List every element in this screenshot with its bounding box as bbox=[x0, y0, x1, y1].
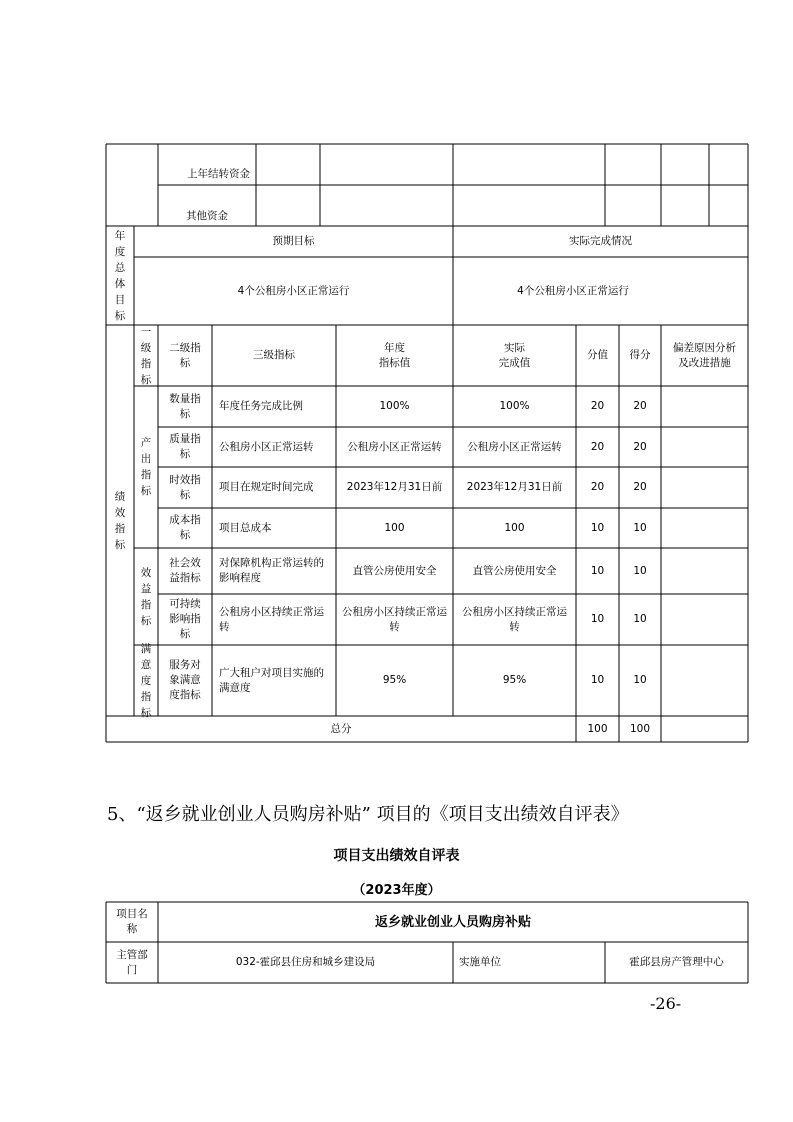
row-score: 10 bbox=[633, 613, 647, 625]
row-score-value: 20 bbox=[590, 440, 605, 453]
total-score: 100 bbox=[629, 722, 651, 735]
row-score-value: 20 bbox=[590, 400, 605, 412]
row-analysis bbox=[661, 594, 748, 645]
row-l2: 时效指标 bbox=[169, 473, 201, 501]
row-analysis bbox=[661, 548, 748, 594]
row-target: 公租房小区正常运转 bbox=[347, 440, 442, 453]
row-score-value: 10 bbox=[590, 521, 605, 534]
row-score: 20 bbox=[633, 481, 647, 493]
row-actual: 100 bbox=[504, 521, 525, 534]
expected-goal-text: 4个公租房小区正常运行 bbox=[237, 284, 350, 297]
row-target: 直管公房使用安全 bbox=[352, 564, 437, 577]
row-actual: 公租房小区持续正常运转 bbox=[462, 605, 567, 633]
row-target: 100% bbox=[379, 400, 410, 412]
row-analysis bbox=[661, 508, 748, 548]
row-target: 公租房小区持续正常运转 bbox=[342, 605, 447, 633]
impl-value: 霍邱县房产管理中心 bbox=[629, 956, 724, 968]
row-score-value: 10 bbox=[590, 564, 605, 577]
row-actual: 95% bbox=[502, 674, 527, 686]
header-level1: 一级指标 bbox=[140, 325, 152, 386]
page-number: -26- bbox=[650, 994, 682, 1013]
group-benefit: 效益指标 bbox=[140, 566, 152, 627]
group-output: 产出指标 bbox=[140, 437, 152, 497]
header-level3: 三级指标 bbox=[253, 349, 295, 361]
row-score: 20 bbox=[633, 400, 647, 412]
row-target: 2023年12月31日前 bbox=[346, 481, 443, 493]
row-actual: 2023年12月31日前 bbox=[466, 481, 563, 493]
expected-goal-header: 预期目标 bbox=[272, 235, 315, 247]
row-score-value: 20 bbox=[590, 481, 605, 493]
row-l2: 可持续影响指标 bbox=[169, 598, 201, 640]
header-score-value: 分值 bbox=[587, 349, 608, 361]
row-score-value: 10 bbox=[590, 613, 605, 625]
performance-indicators-label: 绩效指标 bbox=[114, 490, 126, 551]
fund-carryover-label: 上年结转资金 bbox=[187, 168, 250, 180]
dept-value: 032-霍邱县住房和城乡建设局 bbox=[235, 956, 376, 968]
header-analysis: 偏差原因分析 及改进措施 bbox=[673, 341, 736, 369]
row-analysis bbox=[661, 427, 748, 467]
header-target: 年度 指标值 bbox=[378, 341, 411, 369]
table2-year: （2023年度） bbox=[352, 883, 441, 898]
project-name: 返乡就业创业人员购房补贴 bbox=[374, 914, 531, 930]
row-score: 10 bbox=[633, 521, 647, 534]
row-analysis bbox=[661, 467, 748, 508]
table2-title: 项目支出绩效自评表 bbox=[333, 848, 460, 864]
project-name-label: 项目名称 bbox=[116, 908, 148, 935]
row-score: 20 bbox=[633, 440, 647, 453]
row-l3: 年度任务完成比例 bbox=[219, 400, 303, 412]
row-l3: 项目在规定时间完成 bbox=[219, 481, 314, 493]
row-actual: 100% bbox=[499, 400, 530, 412]
total-value: 100 bbox=[587, 722, 608, 735]
actual-goal-header: 实际完成情况 bbox=[569, 235, 632, 247]
row-l3: 公租房小区正常运转 bbox=[219, 440, 314, 453]
row-l3: 项目总成本 bbox=[219, 521, 272, 534]
dept-label: 主管部门 bbox=[116, 948, 148, 976]
annual-goal-label: 年度总体目标 bbox=[114, 229, 126, 322]
fund-other-label: 其他资金 bbox=[186, 210, 228, 222]
row-l3: 公租房小区持续正常运转 bbox=[219, 605, 324, 633]
row-target: 95% bbox=[382, 674, 407, 686]
row-l2: 数量指标 bbox=[169, 392, 201, 420]
row-score-value: 10 bbox=[590, 674, 605, 686]
total-label: 总分 bbox=[330, 722, 352, 735]
header-actual: 实际 完成值 bbox=[498, 341, 531, 369]
row-l2: 成本指标 bbox=[169, 514, 201, 541]
row-actual: 公租房小区正常运转 bbox=[467, 440, 562, 453]
actual-goal-text: 4个公租房小区正常运行 bbox=[517, 284, 629, 297]
header-score: 得分 bbox=[629, 349, 651, 361]
row-analysis bbox=[661, 645, 748, 716]
section-heading: 5、“返乡就业创业人员购房补贴” 项目的《项目支出绩效自评表》 bbox=[107, 804, 629, 825]
row-l2: 服务对象满意度指标 bbox=[169, 659, 201, 701]
row-score: 10 bbox=[633, 674, 647, 686]
row-target: 100 bbox=[384, 521, 405, 534]
group-satisfaction: 满意度指标 bbox=[140, 642, 152, 719]
row-l2: 社会效益指标 bbox=[169, 557, 201, 584]
row-actual: 直管公房使用安全 bbox=[472, 564, 557, 577]
impl-label: 实施单位 bbox=[459, 956, 501, 968]
row-l3: 对保障机构正常运转的影响程度 bbox=[219, 557, 324, 584]
header-level2: 二级指标 bbox=[169, 341, 201, 369]
row-score: 10 bbox=[633, 564, 647, 577]
row-analysis bbox=[661, 386, 748, 427]
row-l2: 质量指标 bbox=[169, 433, 201, 460]
row-l3: 广大租户对项目实施的满意度 bbox=[219, 666, 324, 694]
